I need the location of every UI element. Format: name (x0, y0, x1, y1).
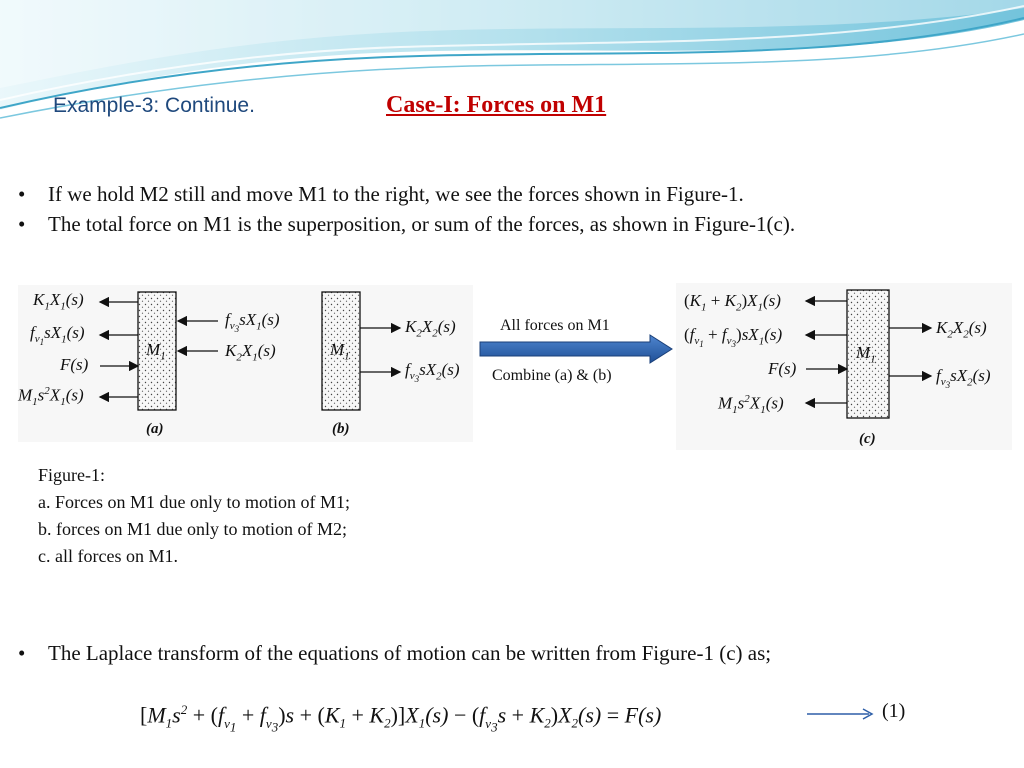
caption-line: a. Forces on M1 due only to motion of M1; (38, 492, 350, 512)
figure-label-b: (b) (332, 421, 350, 437)
force-label-a-fv3: $f_{v_3}sX_1(s)$ (225, 310, 280, 335)
force-label-a-fs: F(s) (60, 355, 89, 374)
slide-title: Example-3: Continue. (53, 94, 255, 117)
force-label-b-k2x2: $K_2X_2(s)$ (405, 317, 456, 340)
combine-arrow-icon (478, 334, 674, 364)
equation-arrow-icon (805, 706, 875, 722)
bullet-dot-icon: • (18, 182, 26, 206)
caption-line: Figure-1: (38, 465, 105, 485)
figure-label-a: (a) (146, 421, 164, 437)
arrow-bottom-label: Combine (a) & (b) (492, 367, 612, 384)
force-label-c-fs: F(s) (768, 359, 797, 378)
caption-line: c. all forces on M1. (38, 546, 178, 566)
bullet-3: • The Laplace transform of the equations of motion can be written from Figure-1 (c) as; (18, 641, 772, 665)
bullet-1: • If we hold M2 still and move M1 to the right, we see the forces shown in Figure-1. (18, 182, 744, 206)
bullet-2: • The total force on M1 is the superposition, or sum of the forces, as shown in Figure-1(c). (18, 212, 796, 236)
force-label-a-fv1: $f_{v_1}sX_1(s)$ (30, 323, 85, 348)
case-title: Case-I: Forces on M1 (386, 92, 607, 118)
force-label-b-fv3: $f_{v_3}sX_2(s)$ (405, 360, 460, 385)
force-label-a-k2x1: $K_2X_1(s)$ (225, 341, 276, 364)
bullet-dot-icon: • (18, 641, 26, 665)
laplace-equation: $[M_1s^2 + (f_{v_1} + f_{v_3})s + (K_1 + K_2)]X_1(s) - (f_{v_3}s + K_2)X_2(s) = F(s)$ (140, 702, 662, 735)
equation-number: (1) (882, 700, 906, 722)
caption-line: b. forces on M1 due only to motion of M2; (38, 519, 347, 539)
force-label-c-fv3: $f_{v_3}sX_2(s)$ (936, 366, 991, 391)
mass-label-c: $M_1$ (856, 343, 876, 366)
mass-label-a: $M_1$ (146, 340, 166, 363)
force-label-a-k1x1: $K_1X_1(s)$ (33, 290, 84, 313)
figure-label-c: (c) (859, 431, 876, 447)
force-label-c-fv1fv3: $(f_{v_1} + f_{v_3})sX_1(s)$ (684, 325, 783, 350)
figure-caption (38, 462, 350, 570)
mass-label-b: $M_1$ (330, 340, 350, 363)
force-label-c-k1k2: $(K_1 + K_2)X_1(s)$ (684, 291, 781, 314)
force-label-c-m1s2: $M_1s^2X_1(s)$ (718, 393, 784, 417)
force-label-c-k2x2: $K_2X_2(s)$ (936, 318, 987, 341)
force-label-a-m1s2: $M_1s^2X_1(s)$ (18, 385, 84, 409)
arrow-top-label: All forces on M1 (500, 317, 610, 334)
bullet-dot-icon: • (18, 212, 26, 236)
